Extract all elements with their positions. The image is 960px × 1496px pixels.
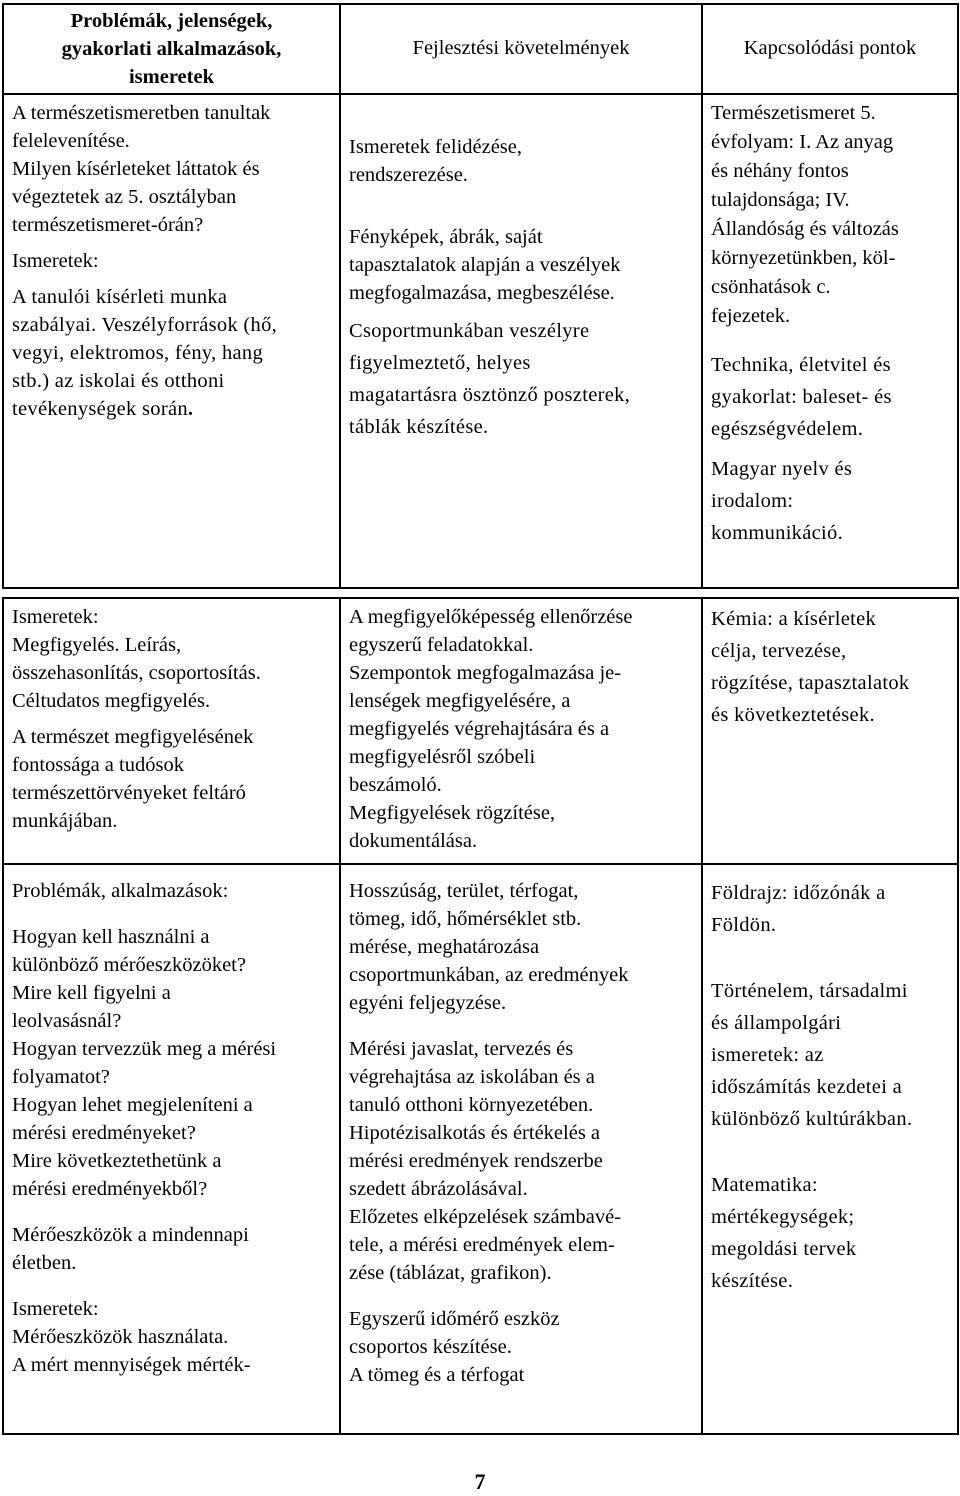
row1-requirements-cell [340,94,702,588]
row2-label: Ismeretek: [12,606,99,628]
row-divider [3,588,958,598]
row1-text: Technika, életvitel és gyakorlat: baleset- és egészségvédelem. [711,354,892,440]
row1-connections-cell [702,94,958,588]
row1-text: Magyar nyelv és irodalom: kommunikáció. [711,458,853,544]
row1-text: Ismeretek felidézése, rendszerezése. [349,136,523,186]
header-row [3,4,958,94]
header-requirements: Fejlesztési követelmények [340,4,702,94]
table-row [3,864,958,1434]
row2-requirements-cell [340,598,702,864]
row3-text: Mérőeszközök a mindennapi életben. [12,1224,249,1274]
header-problems: Problémák, jelenségek, gyakorlati alkalmazások, ismeretek [3,4,340,94]
row2-problems-cell [3,598,340,864]
page-number: 7 [474,1469,486,1494]
row1-text: Fényképek, ábrák, saját tapasztalatok alapján a veszélyek megfogalmazása, megbeszélése. [349,226,621,304]
row1-text: A természetismeretben tanultak felelevenítése. Milyen kísérleteket láttatok és végeztetek az 5. osztályban természetismeret-órán? [12,102,271,236]
row3-text: Földrajz: időzónák a Földön. [711,882,886,936]
row3-text: Matematika: mértékegységek; megoldási tervek készítése. [711,1174,857,1292]
table-row [3,94,958,588]
row3-requirements-cell [340,864,702,1434]
row1-text: Csoportmunkában veszélyre figyelmeztető, helyes magatartásra ösztönző poszterek, táblák készítése. [349,320,631,438]
row2-text: Kémia: a kísérletek célja, tervezése, rögzítése, tapasztalatok és következtetések. [711,608,910,726]
row3-text: Mérési javaslat, tervezés és végrehajtása az iskolában és a tanuló otthoni környezetében. Hipotézisalkotás és értékelés a mérési eredmények rendszerbe szedett ábrázolásával. Előzetes elképzelések számbavé- tele, a mérési eredmények elem- zése (táblázat, grafikon). [349,1038,622,1284]
row2-text: Megfigyelés. Leírás, összehasonlítás, csoportosítás. Céltudatos megfigyelés. [12,634,261,712]
row1-problems-cell [3,94,340,588]
row3-connections-cell [702,864,958,1434]
row3-text: Egyszerű időmérő eszköz csoportos készítése. A tömeg és a térfogat [349,1308,560,1386]
row2-text: A megfigyelőképesség ellenőrzése egyszerű feladatokkal. Szempontok megfogalmazása je- lenségek megfigyelésére, a megfigyelés végrehajtására és a megfigyelésről szóbeli beszámoló. Megfigyelések rögzítése, dokumentálása. [349,606,633,852]
row3-label: Problémák, alkalmazások: [12,880,229,902]
row3-problems-cell [3,864,340,1434]
header-connections: Kapcsolódási pontok [702,4,958,94]
row3-text: Ismeretek: Mérőeszközök használata. A mért mennyiségek mérték- [12,1298,251,1376]
row2-connections-cell [702,598,958,864]
table-row [3,598,958,864]
row3-text: Hogyan kell használni a különböző mérőeszközöket? Mire kell figyelni a leolvasásnál? Hogyan tervezzük meg a mérési folyamatot? Hogyan lehet megjeleníteni a mérési eredményeket? Mire következtethetünk a mérési eredményekből? [12,926,277,1200]
row2-text: A természet megfigyelésének fontossága a tudósok természettörvényeket feltáró munkájában. [12,726,254,832]
curriculum-table [2,3,959,1435]
row3-text: Történelem, társadalmi és állampolgári ismeretek: az időszámítás kezdetei a különböző kultúrákban. [711,980,913,1130]
row3-text: Hosszúság, terület, térfogat, tömeg, idő, hőmérséklet stb. mérése, meghatározása csoportmunkában, az eredmények egyéni feljegyzése. [349,880,629,1014]
row1-text: Természetismeret 5. évfolyam: I. Az anyag és néhány fontos tulajdonsága; IV. Állandóság és változás környezetünkben, köl- csönhatások c. fejezetek. [711,102,899,327]
row1-text: A tanulói kísérleti munka szabályai. Veszélyforrások (hő, vegyi, elektromos, fény, hang stb.) az iskolai és otthoni tevékenységek során. [12,286,278,420]
row1-label: Ismeretek: [12,250,99,272]
